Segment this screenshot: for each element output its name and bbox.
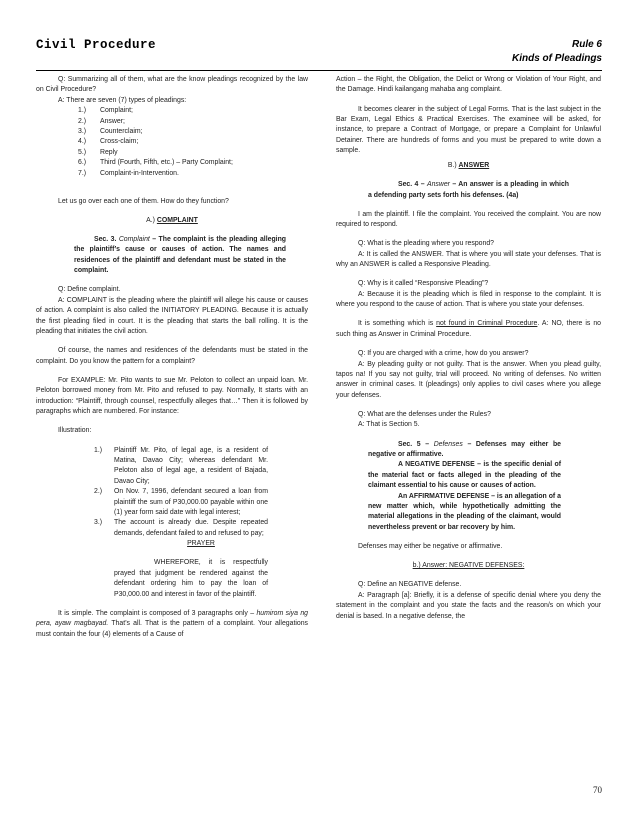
simple-italic: humirom siya ng pera, ayaw magbayad. xyxy=(36,609,308,628)
sec5-text xyxy=(368,440,561,461)
list-item xyxy=(94,518,268,539)
sec4-italic: Answer xyxy=(426,181,450,189)
left-column xyxy=(36,75,308,640)
header-rule-title: Kinds of Pleadings xyxy=(511,53,602,64)
question-negative: Q: Define an NEGATIVE defense. xyxy=(358,581,462,589)
list-item xyxy=(78,106,308,116)
sec3-label: Sec. 3. xyxy=(94,236,119,244)
list-number: 3.) xyxy=(94,519,103,527)
header-title: Civil Procedure xyxy=(36,38,157,52)
list-number: 1.) xyxy=(78,107,87,115)
list-item xyxy=(78,127,308,137)
rule-sec3 xyxy=(36,235,308,277)
heading-prefix: A.) xyxy=(146,216,157,224)
sec4-label: Sec. 4 – xyxy=(398,181,427,189)
list-text: Third (Fourth, Fifth, etc.) – Party Complaint; xyxy=(100,159,233,167)
negative-defense-def: A NEGATIVE DEFENSE – is the specific denial of the material fact or facts alleged in the pleading of the claimant essential to his cause or causes of action. xyxy=(368,461,561,490)
crim-a: It is something which is xyxy=(358,320,437,328)
list-item xyxy=(78,158,308,168)
list-text: The account is already due. Despite repeated demands, defendant failed to and refused to pay; xyxy=(114,519,268,537)
answer-define: A: COMPLAINT is the pleading where the plaintiff will allege his cause or causes of action. A complaint is also called the INITIATORY PLEADING. Because it is actually the first pleading filed in court. It is the pleading that starts the ball rolling. It is the pleading that initiates the civil action. xyxy=(36,296,308,336)
answer-crime: A: By pleading guilty or not guilty. That is the answer. When you plead guilty, tapos na! If you say not guilty, trial will proceed. No writing of defenses. No written answer in criminal cases. It (pleadings) only applies to civil cases where you allege your defenses. xyxy=(336,360,601,399)
header-rule-info xyxy=(512,38,602,66)
list-number: 6.) xyxy=(78,159,87,167)
sec5-label: Sec. 5 – xyxy=(398,440,434,448)
list-text: Counterclaim; xyxy=(100,128,143,136)
crim-underlined: not found in Criminal Procedure xyxy=(436,320,538,328)
answer-defenses: A: That is Section 5. xyxy=(358,421,420,429)
simple-b: That’s all. That is the pattern of a complaint. Your allegations must contain the four (4) elements of a Cause of xyxy=(36,620,309,638)
question-why: Q: Why is it called “Responsive Pleading”? xyxy=(358,280,489,288)
list-number: 5.) xyxy=(78,148,87,156)
list-item xyxy=(78,148,308,158)
answer-why: A: Because it is the pleading which is filed in response to the complaint. It is where you respond to the cause of action. That is where you state your defenses. xyxy=(336,290,601,309)
sec4-text: – An answer is a pleading in which a defending party sets forth his defenses. (4a) xyxy=(368,181,569,199)
section-heading-negative: b.) Answer: NEGATIVE DEFENSES: xyxy=(412,562,525,570)
simple-text xyxy=(36,609,308,640)
list-text: Complaint-in-Intervention. xyxy=(100,169,179,177)
question-crime: Q: If you are charged with a crime, how do you answer? xyxy=(358,350,529,358)
of-course-text: Of course, the names and residences of the defendants must be stated in the complaint. Do you know the pattern for a complaint? xyxy=(36,347,308,365)
clearer-text: It becomes clearer in the subject of Legal Forms. That is the last subject in the Bar Exam, Legal Ethics & Practical Exercises. The examinee will be asked, for instance, to prepare a Contract of Mortgage, or prepare a Complaint for Unlawful Detainer. There are hundreds of forms and you must be prepared to write down a sample. xyxy=(336,105,601,155)
wherefore-text: WHEREFORE, it is respectfully prayed that judgment be rendered against the defendant ordering him to pay the loan of P30,000.00 and interest in favor of the plaintiff. xyxy=(114,559,268,598)
sec5-italic: Defenses xyxy=(433,440,463,448)
sec3-text: – The complaint is the pleading alleging the plaintiff’s cause or causes of action. The names and residences of the plaintiff and defendant must be stated in the complaint. xyxy=(74,236,286,275)
crim-b: . A: NO, there is no such thing as Answer in Criminal Procedure. xyxy=(336,320,602,338)
header-rule-number: Rule 6 xyxy=(571,39,602,50)
list-text: Complaint; xyxy=(100,107,133,115)
continued-text: Action – the Right, the Obligation, the Delict or Wrong or Violation of Your Right, and the Damage. Hindi kailangang mahaba ang complaint. xyxy=(336,76,601,94)
page-number: 70 xyxy=(593,785,602,795)
example-text: For EXAMPLE: Mr. Pito wants to sue Mr. Peloton to collect an unpaid loan. Mr. Peloton borrowed money from Mr. Pito and refused to pay. Normally, It starts with an introduction: “Plaintiff, through counsel, respectfully alleges that…” Then it is followed by paragraphs which are numbered. For instance: xyxy=(36,376,308,416)
sec3-italic: Complaint xyxy=(118,236,150,244)
answer-seven: A: There are seven (7) types of pleadings: xyxy=(58,96,187,104)
answer-pleading: A: It is called the ANSWER. That is where you will state your defenses. That is why an ANSWER is called a Responsive Pleading. xyxy=(336,250,601,269)
sec5-body: – Defenses may either be negative or affirmative. xyxy=(368,440,561,458)
section-heading-answer xyxy=(336,161,601,171)
list-item xyxy=(94,487,268,518)
heading-title: COMPLAINT xyxy=(156,216,198,224)
rule-sec4 xyxy=(336,180,601,201)
list-item xyxy=(94,446,268,488)
illustration-label: Illustration: xyxy=(58,427,92,435)
list-text: Reply xyxy=(100,148,118,156)
go-over-text: Let us go over each one of them. How do they function? xyxy=(58,197,229,205)
affirmative-defense-def: An AFFIRMATIVE DEFENSE – is an allegation of a new matter which, while hypothetically admitting the material allegations in the pleading of the claimant, would nevertheless prevent or bar recovery by him. xyxy=(368,492,561,531)
list-text: Plaintiff Mr. Pito, of legal age, is a resident of Matina, Davao City; whereas defendant Mr. Peloton also of legal age, a resident of Bajada, Davao City; xyxy=(114,446,268,485)
plaintiff-text: I am the plaintiff. I file the complaint. You received the complaint. You are now required to respond. xyxy=(336,210,601,229)
list-number: 7.) xyxy=(78,169,87,177)
header-divider xyxy=(36,70,602,71)
question-summarize: Q: Summarizing all of them, what are the know pleadings recognized by the law on Civil Procedure? xyxy=(36,76,308,94)
list-number: 1.) xyxy=(94,446,103,454)
list-text: On Nov. 7, 1996, defendant secured a loan from plaintiff the sum of P30,000.00 payable within one (1) year form said date with legal interest; xyxy=(114,488,268,516)
section-heading-complaint xyxy=(36,216,308,226)
list-number: 2.) xyxy=(94,488,103,496)
list-item xyxy=(78,137,308,147)
list-number: 2.) xyxy=(78,117,87,125)
prayer-heading: PRAYER xyxy=(187,540,215,548)
list-text: Cross-claim; xyxy=(100,138,139,146)
question-defenses: Q: What are the defenses under the Rules? xyxy=(358,410,491,418)
question-define: Q: Define complaint. xyxy=(58,286,121,294)
rule-sec5 xyxy=(336,440,601,534)
list-item xyxy=(78,117,308,127)
illustration-list xyxy=(36,446,308,600)
heading-prefix: B.) xyxy=(447,162,459,170)
list-number: 3.) xyxy=(78,128,87,136)
simple-a: It is simple. The complaint is composed of 3 paragraphs only – xyxy=(58,609,257,617)
heading-title: ANSWER xyxy=(458,162,490,170)
pleadings-list xyxy=(36,106,308,179)
right-column xyxy=(336,75,601,622)
may-either-text: Defenses may either be negative or affirmative. xyxy=(358,542,503,550)
criminal-text xyxy=(336,319,601,340)
list-item xyxy=(78,169,308,179)
list-text: Answer; xyxy=(100,117,125,125)
question-pleading: Q: What is the pleading where you respond? xyxy=(358,240,494,248)
list-number: 4.) xyxy=(78,138,87,146)
answer-negative: A: Paragraph [a]: Briefly, it is a defense of specific denial where you deny the statement in the complaint and you state the facts and the reason/s on which your denial is based. In a negative defense, the xyxy=(336,591,601,620)
